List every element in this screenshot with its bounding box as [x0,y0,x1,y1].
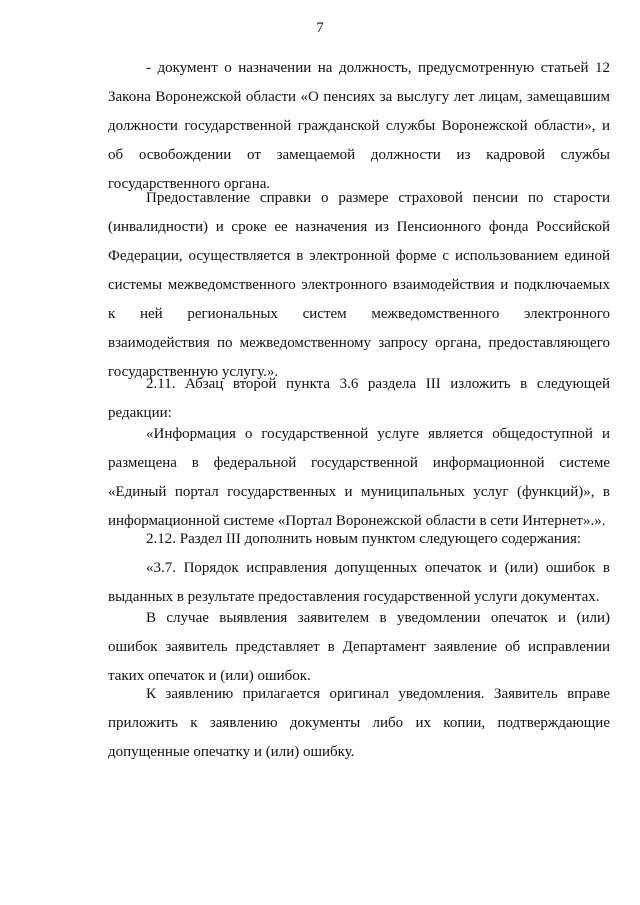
paragraph-document-appointment [108,54,610,199]
text-line: взаимодействия по межведомственному запросу органа, предоставляющего [108,335,610,351]
text-line: об освобождении от замещаемой должности из кадровой службы [108,147,610,163]
text-line: «Информация о государственной услуге является общедоступной и [146,426,610,442]
paragraph-service-information [108,420,610,536]
text-line: 2.12. Раздел III дополнить новым пунктом следующего содержания: [146,531,582,547]
paragraph-2-12 [108,525,610,554]
text-line: выданных в результате предоставления государственной услуги документах. [108,589,600,605]
text-line: к ней региональных систем межведомственного электронного [108,306,610,322]
text-line: (инвалидности) и сроке ее назначения из Пенсионного фонда Российской [108,219,610,235]
text-line: таких опечаток и (или) ошибок. [108,668,311,684]
text-line: приложить к заявлению документы либо их копии, подтверждающие [108,715,610,731]
text-line: редакции: [108,405,172,421]
text-line: К заявлению прилагается оригинал уведомления. Заявитель вправе [146,686,610,702]
text-line: должности государственной гражданской службы Воронежской области», и [108,118,610,134]
text-line: размещена в федеральной государственной информационной системе [108,455,610,471]
text-line: «Единый портал государственных и муниципальных услуг (функций)», в [108,484,610,500]
paragraph-error-detection [108,604,610,691]
text-line: Закона Воронежской области «О пенсиях за выслугу лет лицам, замещавшим [108,89,610,105]
text-line: Федерации, осуществляется в электронной форме с использованием единой [108,248,610,264]
text-line: государственного органа. [108,176,271,192]
text-line: ошибок заявитель представляет в Департамент заявление об исправлении [108,639,610,655]
text-line: Предоставление справки о размере страховой пенсии по старости [146,190,610,206]
text-line: информационной системе «Портал Воронежской области в сети Интернет».». [108,513,606,529]
text-line: 2.11. Абзац второй пункта 3.6 раздела III изложить в следующей [146,376,610,392]
text-line: государственную услугу.». [108,364,279,380]
text-line: «3.7. Порядок исправления допущенных опечаток и (или) ошибок в [146,560,610,576]
paragraph-pension-certificate [108,184,610,387]
text-line: системы межведомственного электронного взаимодействия и подключаемых [108,277,610,293]
text-line: В случае выявления заявителем в уведомлении опечаток и (или) [146,610,610,626]
text-line: - документ о назначении на должность, предусмотренную статьей 12 [146,60,610,76]
text-line: допущенные опечатку и (или) ошибку. [108,744,355,760]
paragraph-application-attachments [108,680,610,767]
page-number: 7 [316,20,324,36]
